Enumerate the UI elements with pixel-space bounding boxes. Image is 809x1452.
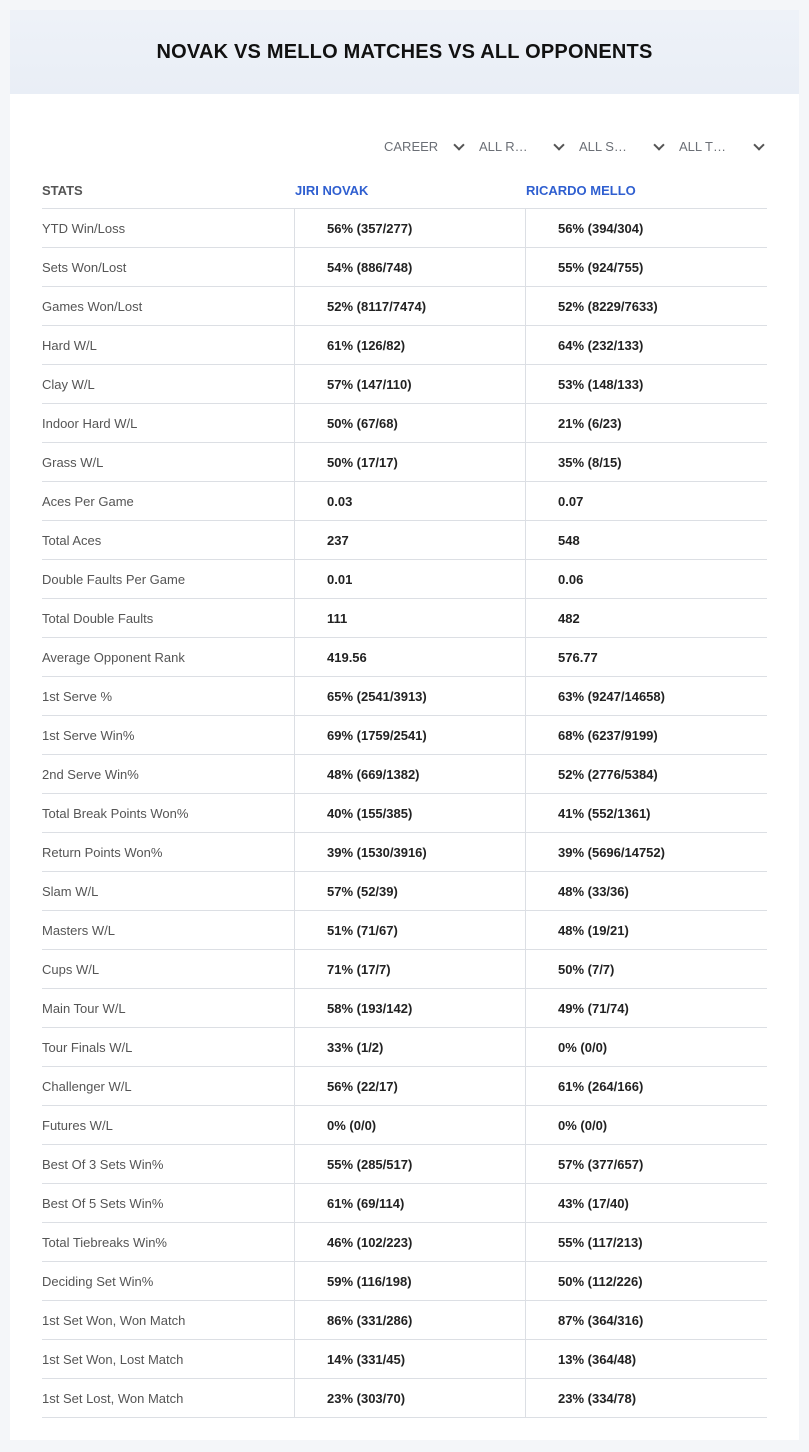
- player1-value: 0.03: [294, 482, 525, 520]
- player1-value: 61% (126/82): [294, 326, 525, 364]
- player2-value: 57% (377/657): [525, 1145, 767, 1183]
- stat-label: Masters W/L: [42, 922, 115, 938]
- table-row: [42, 988, 767, 1027]
- stats-table: [42, 208, 767, 1418]
- filter-round-select[interactable]: [479, 128, 567, 164]
- player2-value: 53% (148/133): [525, 365, 767, 403]
- table-row: [42, 403, 767, 442]
- stat-label: 1st Serve %: [42, 688, 113, 704]
- table-row: [42, 442, 767, 481]
- table-row: [42, 1378, 767, 1418]
- player1-value: 50% (17/17): [294, 443, 525, 481]
- player2-value: 64% (232/133): [525, 326, 767, 364]
- player2-value: 52% (2776/5384): [525, 755, 767, 793]
- filter-period-select[interactable]: [384, 128, 466, 164]
- player1-value: 0.01: [294, 560, 525, 598]
- chevron-down-icon: [653, 139, 664, 150]
- player1-value: 69% (1759/2541): [294, 716, 525, 754]
- stat-label: Return Points Won%: [42, 844, 163, 860]
- player2-value: 482: [525, 599, 767, 637]
- column-header-player1-link[interactable]: JIRI NOVAK: [295, 182, 369, 198]
- table-row: [42, 1027, 767, 1066]
- table-row: [42, 247, 767, 286]
- stat-label: Challenger W/L: [42, 1078, 132, 1094]
- player2-value: 0% (0/0): [525, 1106, 767, 1144]
- table-row: [42, 325, 767, 364]
- filter-round-label: ALL R…: [479, 138, 528, 154]
- filter-tournament-select[interactable]: [679, 128, 767, 164]
- chevron-down-icon: [453, 139, 464, 150]
- filter-period-label: CAREER: [384, 138, 439, 154]
- filter-surface-label: ALL S…: [579, 138, 627, 154]
- player1-value: 52% (8117/7474): [294, 287, 525, 325]
- table-row: [42, 715, 767, 754]
- table-row: [42, 559, 767, 598]
- stat-label: Main Tour W/L: [42, 1000, 126, 1016]
- table-row: [42, 1222, 767, 1261]
- table-row: [42, 286, 767, 325]
- table-row: [42, 481, 767, 520]
- player1-value: 57% (147/110): [294, 365, 525, 403]
- table-row: [42, 598, 767, 637]
- player1-value: 58% (193/142): [294, 989, 525, 1027]
- stat-label: 1st Set Won, Lost Match: [42, 1351, 184, 1367]
- player1-value: 419.56: [294, 638, 525, 676]
- stat-label: 2nd Serve Win%: [42, 766, 139, 782]
- table-row: [42, 832, 767, 871]
- player1-value: 23% (303/70): [294, 1379, 525, 1417]
- player1-value: 56% (357/277): [294, 209, 525, 247]
- stat-label: Best Of 5 Sets Win%: [42, 1195, 164, 1211]
- table-row: [42, 1144, 767, 1183]
- column-header-stats: STATS: [42, 182, 83, 198]
- table-row: [42, 208, 767, 247]
- table-row: [42, 1066, 767, 1105]
- table-row: [42, 1261, 767, 1300]
- stat-label: Aces Per Game: [42, 493, 134, 509]
- chevron-down-icon: [753, 139, 764, 150]
- stat-label: Average Opponent Rank: [42, 649, 185, 665]
- player1-value: 55% (285/517): [294, 1145, 525, 1183]
- table-row: [42, 910, 767, 949]
- stat-label: Grass W/L: [42, 454, 104, 470]
- column-header-player2-link[interactable]: RICARDO MELLO: [526, 182, 636, 198]
- filter-surface-select[interactable]: [579, 128, 667, 164]
- player2-value: 48% (33/36): [525, 872, 767, 910]
- player1-value: 48% (669/1382): [294, 755, 525, 793]
- page-title: NOVAK VS MELLO MATCHES VS ALL OPPONENTS: [156, 40, 653, 63]
- stat-label: Games Won/Lost: [42, 298, 143, 314]
- player2-value: 61% (264/166): [525, 1067, 767, 1105]
- stat-label: Sets Won/Lost: [42, 259, 127, 275]
- player2-value: 39% (5696/14752): [525, 833, 767, 871]
- player2-value: 35% (8/15): [525, 443, 767, 481]
- player1-value: 61% (69/114): [294, 1184, 525, 1222]
- player2-value: 21% (6/23): [525, 404, 767, 442]
- player2-value: 48% (19/21): [525, 911, 767, 949]
- table-row: [42, 676, 767, 715]
- player2-value: 50% (112/226): [525, 1262, 767, 1300]
- player2-value: 0.06: [525, 560, 767, 598]
- player2-value: 49% (71/74): [525, 989, 767, 1027]
- player1-value: 237: [294, 521, 525, 559]
- stat-label: Clay W/L: [42, 376, 95, 392]
- stat-label: Futures W/L: [42, 1117, 113, 1133]
- stat-label: Hard W/L: [42, 337, 97, 353]
- player1-value: 14% (331/45): [294, 1340, 525, 1378]
- player2-value: 52% (8229/7633): [525, 287, 767, 325]
- player1-value: 86% (331/286): [294, 1301, 525, 1339]
- player2-value: 0.07: [525, 482, 767, 520]
- stat-label: Tour Finals W/L: [42, 1039, 133, 1055]
- table-row: [42, 871, 767, 910]
- stat-label: Total Break Points Won%: [42, 805, 189, 821]
- player1-value: 51% (71/67): [294, 911, 525, 949]
- player2-value: 87% (364/316): [525, 1301, 767, 1339]
- table-row: [42, 1183, 767, 1222]
- player1-value: 65% (2541/3913): [294, 677, 525, 715]
- stat-label: Total Double Faults: [42, 610, 154, 626]
- player2-value: 50% (7/7): [525, 950, 767, 988]
- stat-label: Deciding Set Win%: [42, 1273, 154, 1289]
- player1-value: 54% (886/748): [294, 248, 525, 286]
- table-row: [42, 520, 767, 559]
- table-row: [42, 949, 767, 988]
- stat-label: 1st Serve Win%: [42, 727, 135, 743]
- table-row: [42, 1300, 767, 1339]
- player2-value: 0% (0/0): [525, 1028, 767, 1066]
- stat-label: 1st Set Won, Won Match: [42, 1312, 186, 1328]
- player2-value: 576.77: [525, 638, 767, 676]
- stat-label: Cups W/L: [42, 961, 100, 977]
- stat-label: Double Faults Per Game: [42, 571, 186, 587]
- stat-label: Total Tiebreaks Win%: [42, 1234, 167, 1250]
- player2-value: 63% (9247/14658): [525, 677, 767, 715]
- player2-value: 23% (334/78): [525, 1379, 767, 1417]
- stat-label: YTD Win/Loss: [42, 220, 126, 236]
- player1-value: 50% (67/68): [294, 404, 525, 442]
- player1-value: 111: [294, 599, 525, 637]
- player1-value: 0% (0/0): [294, 1106, 525, 1144]
- player1-value: 40% (155/385): [294, 794, 525, 832]
- player2-value: 548: [525, 521, 767, 559]
- stat-label: Best Of 3 Sets Win%: [42, 1156, 164, 1172]
- player1-value: 39% (1530/3916): [294, 833, 525, 871]
- player1-value: 56% (22/17): [294, 1067, 525, 1105]
- chevron-down-icon: [553, 139, 564, 150]
- table-row: [42, 637, 767, 676]
- player1-value: 33% (1/2): [294, 1028, 525, 1066]
- player2-value: 68% (6237/9199): [525, 716, 767, 754]
- player1-value: 57% (52/39): [294, 872, 525, 910]
- filter-tournament-label: ALL T…: [679, 138, 726, 154]
- player2-value: 56% (394/304): [525, 209, 767, 247]
- player2-value: 43% (17/40): [525, 1184, 767, 1222]
- stat-label: 1st Set Lost, Won Match: [42, 1390, 184, 1406]
- table-row: [42, 1105, 767, 1144]
- player1-value: 71% (17/7): [294, 950, 525, 988]
- stat-label: Total Aces: [42, 532, 102, 548]
- table-row: [42, 364, 767, 403]
- player1-value: 59% (116/198): [294, 1262, 525, 1300]
- stat-label: Indoor Hard W/L: [42, 415, 138, 431]
- player2-value: 55% (117/213): [525, 1223, 767, 1261]
- player1-value: 46% (102/223): [294, 1223, 525, 1261]
- stat-label: Slam W/L: [42, 883, 99, 899]
- stats-card: [10, 10, 799, 1440]
- table-row: [42, 754, 767, 793]
- table-row: [42, 1339, 767, 1378]
- filter-bar: [10, 128, 799, 164]
- player2-value: 13% (364/48): [525, 1340, 767, 1378]
- player2-value: 55% (924/755): [525, 248, 767, 286]
- page-header: [10, 10, 799, 94]
- player2-value: 41% (552/1361): [525, 794, 767, 832]
- table-row: [42, 793, 767, 832]
